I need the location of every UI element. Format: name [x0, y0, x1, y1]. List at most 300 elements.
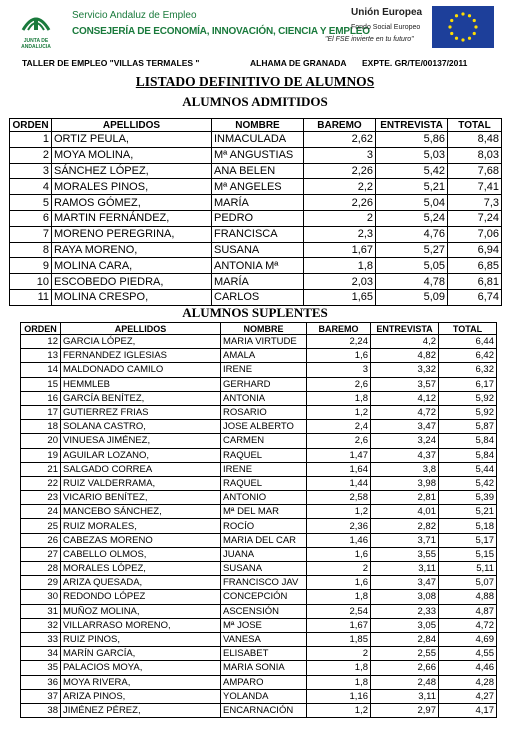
orden-cell: 21 — [21, 462, 61, 476]
table-row — [10, 289, 502, 305]
orden-cell: 7 — [10, 226, 52, 242]
baremo-cell: 1,16 — [307, 689, 371, 703]
star-icon — [461, 38, 464, 41]
apellidos-cell: SALGADO CORREA — [61, 462, 221, 476]
nombre-cell: RAQUEL — [221, 448, 307, 462]
entrevista-cell: 4,82 — [371, 349, 439, 363]
entrevista-cell: 3,08 — [371, 590, 439, 604]
entrevista-cell: 3,55 — [371, 547, 439, 561]
table-row — [21, 434, 497, 448]
entrevista-cell: 4,37 — [371, 448, 439, 462]
nombre-cell: CARLOS — [212, 289, 304, 305]
apellidos-cell: RUIZ PINOS, — [61, 632, 221, 646]
apellidos-cell: CABELLO OLMOS, — [61, 547, 221, 561]
admitidos-table — [9, 118, 502, 306]
apellidos-cell: GARCÍA BENÍTEZ, — [61, 391, 221, 405]
baremo-cell: 2,6 — [307, 377, 371, 391]
total-cell: 6,74 — [448, 289, 502, 305]
entrevista-cell: 2,66 — [371, 661, 439, 675]
baremo-cell: 2,6 — [307, 434, 371, 448]
orden-cell: 29 — [21, 576, 61, 590]
entrevista-cell: 4,72 — [371, 405, 439, 419]
total-cell: 7,68 — [448, 163, 502, 179]
total-cell: 5,21 — [439, 505, 497, 519]
table-row — [21, 632, 497, 646]
total-cell: 5,15 — [439, 547, 497, 561]
star-icon — [450, 19, 453, 22]
consejeria-name: CONSEJERÍA DE ECONOMÍA, INNOVACIÓN, CIENCIA Y EMPLEO — [72, 26, 370, 37]
apellidos-cell: ESCOBEDO PIEDRA, — [52, 274, 212, 290]
baremo-cell: 1,8 — [307, 590, 371, 604]
ue-title: Unión Europea — [351, 7, 423, 18]
total-cell: 4,55 — [439, 647, 497, 661]
baremo-cell: 2 — [307, 647, 371, 661]
orden-cell: 18 — [21, 420, 61, 434]
nombre-cell: YOLANDA — [221, 689, 307, 703]
baremo-cell: 2,36 — [307, 519, 371, 533]
nombre-cell: ANA BELEN — [212, 163, 304, 179]
apellidos-cell: SOLANA CASTRO, — [61, 420, 221, 434]
nombre-cell: ANTONIO — [221, 491, 307, 505]
admitidos-title: ALUMNOS ADMITIDOS — [182, 94, 328, 109]
table-row — [21, 448, 497, 462]
orden-cell: 25 — [21, 519, 61, 533]
entrevista-cell: 2,97 — [371, 703, 439, 717]
total-cell: 5,11 — [439, 562, 497, 576]
table-header-row — [10, 119, 502, 132]
total-cell: 5,92 — [439, 405, 497, 419]
nombre-cell: Mª ANGUSTIAS — [212, 147, 304, 163]
column-header: NOMBRE — [212, 119, 304, 132]
apellidos-cell: MOLINA CARA, — [52, 258, 212, 274]
orden-cell: 12 — [21, 335, 61, 349]
baremo-cell: 2 — [307, 562, 371, 576]
baremo-cell: 1,64 — [307, 462, 371, 476]
column-header: ORDEN — [10, 119, 52, 132]
baremo-cell: 2,4 — [307, 420, 371, 434]
table-row — [21, 689, 497, 703]
baremo-cell: 2,2 — [304, 179, 376, 195]
total-cell: 4,46 — [439, 661, 497, 675]
orden-cell: 23 — [21, 491, 61, 505]
column-header: BAREMO — [307, 323, 371, 335]
apellidos-cell: REDONDO LÓPEZ — [61, 590, 221, 604]
orden-cell: 34 — [21, 647, 61, 661]
entrevista-cell: 2,84 — [371, 632, 439, 646]
orden-cell: 22 — [21, 476, 61, 490]
total-cell: 5,39 — [439, 491, 497, 505]
column-header: ENTREVISTA — [376, 119, 448, 132]
orden-cell: 3 — [10, 163, 52, 179]
apellidos-cell: VILLARRASO MORENO, — [61, 618, 221, 632]
table-row — [21, 703, 497, 717]
baremo-cell: 1,6 — [307, 576, 371, 590]
junta-caption: JUNTA DE ANDALUCIA — [21, 38, 51, 50]
document-title: LISTADO DEFINITIVO DE ALUMNOS — [135, 74, 375, 89]
star-icon — [455, 14, 458, 17]
orden-cell: 24 — [21, 505, 61, 519]
nombre-cell: ENCARNACIÓN — [221, 703, 307, 717]
apellidos-cell: VICARIO BENÍTEZ, — [61, 491, 221, 505]
nombre-cell: SUSANA — [212, 242, 304, 258]
column-header: APELLIDOS — [61, 323, 221, 335]
entrevista-cell: 4,2 — [371, 335, 439, 349]
eu-flag-icon — [432, 6, 494, 48]
nombre-cell: AMALA — [221, 349, 307, 363]
total-cell: 5,84 — [439, 434, 497, 448]
table-row — [21, 604, 497, 618]
entrevista-cell: 2,82 — [371, 519, 439, 533]
apellidos-cell: MORENO PEREGRINA, — [52, 226, 212, 242]
ue-motto: "El FSE invierte en tu futuro" — [325, 36, 414, 43]
table-row — [21, 675, 497, 689]
entrevista-cell: 3,05 — [371, 618, 439, 632]
entrevista-cell: 5,21 — [376, 179, 448, 195]
orden-cell: 14 — [21, 363, 61, 377]
header — [0, 0, 510, 52]
nombre-cell: MARÍA — [212, 195, 304, 211]
star-icon — [468, 14, 471, 17]
column-header: TOTAL — [448, 119, 502, 132]
entrevista-cell: 2,33 — [371, 604, 439, 618]
total-cell: 6,81 — [448, 274, 502, 290]
total-cell: 6,94 — [448, 242, 502, 258]
baremo-cell: 2,26 — [304, 195, 376, 211]
entrevista-cell: 3,71 — [371, 533, 439, 547]
apellidos-cell: GUTIERREZ FRIAS — [61, 405, 221, 419]
apellidos-cell: MOLINA CRESPO, — [52, 289, 212, 305]
apellidos-cell: MOYA RIVERA, — [61, 675, 221, 689]
apellidos-cell: GARCIA LÓPEZ, — [61, 335, 221, 349]
baremo-cell: 1,46 — [307, 533, 371, 547]
baremo-cell: 2,58 — [307, 491, 371, 505]
total-cell: 4,87 — [439, 604, 497, 618]
nombre-cell: JOSE ALBERTO — [221, 420, 307, 434]
baremo-cell: 1,65 — [304, 289, 376, 305]
junta-logo — [10, 6, 62, 48]
table-row — [21, 363, 497, 377]
orden-cell: 10 — [10, 274, 52, 290]
entrevista-cell: 5,27 — [376, 242, 448, 258]
apellidos-cell: SÁNCHEZ LÓPEZ, — [52, 163, 212, 179]
table-row — [21, 420, 497, 434]
entrevista-cell: 3,11 — [371, 562, 439, 576]
total-cell: 6,32 — [439, 363, 497, 377]
baremo-cell: 1,2 — [307, 405, 371, 419]
entrevista-cell: 5,42 — [376, 163, 448, 179]
orden-cell: 8 — [10, 242, 52, 258]
apellidos-cell: JIMÉNEZ PÉREZ, — [61, 703, 221, 717]
total-cell: 5,44 — [439, 462, 497, 476]
star-icon — [474, 25, 477, 28]
nombre-cell: ASCENSIÓN — [221, 604, 307, 618]
column-header: ENTREVISTA — [371, 323, 439, 335]
total-cell: 5,18 — [439, 519, 497, 533]
star-icon — [461, 12, 464, 15]
nombre-cell: ROSARIO — [221, 405, 307, 419]
entrevista-cell: 3,47 — [371, 420, 439, 434]
orden-cell: 9 — [10, 258, 52, 274]
entrevista-cell: 2,55 — [371, 647, 439, 661]
entrevista-cell: 5,04 — [376, 195, 448, 211]
column-header: APELLIDOS — [52, 119, 212, 132]
orden-cell: 17 — [21, 405, 61, 419]
baremo-cell: 1,6 — [307, 349, 371, 363]
nombre-cell: GERHARD — [221, 377, 307, 391]
nombre-cell: Mª DEL MAR — [221, 505, 307, 519]
nombre-cell: Mª ANGELES — [212, 179, 304, 195]
orden-cell: 1 — [10, 132, 52, 148]
table-row — [10, 179, 502, 195]
star-icon — [450, 32, 453, 35]
nombre-cell: ANTONIA Mª — [212, 258, 304, 274]
nombre-cell: IRENE — [221, 462, 307, 476]
apellidos-cell: ARIZA PINOS, — [61, 689, 221, 703]
column-header: ORDEN — [21, 323, 61, 335]
table-row — [21, 519, 497, 533]
nombre-cell: MARÍA — [212, 274, 304, 290]
suplentes-title: ALUMNOS SUPLENTES — [182, 305, 328, 320]
total-cell: 7,41 — [448, 179, 502, 195]
nombre-cell: RAQUEL — [221, 476, 307, 490]
suplentes-table — [20, 322, 497, 718]
orden-cell: 11 — [10, 289, 52, 305]
baremo-cell: 2,26 — [304, 163, 376, 179]
orden-cell: 31 — [21, 604, 61, 618]
total-cell: 6,17 — [439, 377, 497, 391]
baremo-cell: 2,54 — [307, 604, 371, 618]
entrevista-cell: 3,24 — [371, 434, 439, 448]
entrevista-cell: 3,8 — [371, 462, 439, 476]
orden-cell: 36 — [21, 675, 61, 689]
apellidos-cell: MUÑOZ MOLINA, — [61, 604, 221, 618]
entrevista-cell: 4,01 — [371, 505, 439, 519]
orden-cell: 38 — [21, 703, 61, 717]
nombre-cell: ANTONIA — [221, 391, 307, 405]
star-icon — [473, 19, 476, 22]
table-row — [21, 590, 497, 604]
table-row — [21, 562, 497, 576]
column-header: NOMBRE — [221, 323, 307, 335]
apellidos-cell: MARÍN GARCÍA, — [61, 647, 221, 661]
entrevista-cell: 3,32 — [371, 363, 439, 377]
nombre-cell: CONCEPCIÓN — [221, 590, 307, 604]
orden-cell: 33 — [21, 632, 61, 646]
taller-name: TALLER DE EMPLEO "VILLAS TERMALES " — [22, 58, 200, 68]
table-row — [21, 462, 497, 476]
nombre-cell: VANESA — [221, 632, 307, 646]
column-header: TOTAL — [439, 323, 497, 335]
table-row — [21, 661, 497, 675]
entrevista-cell: 3,11 — [371, 689, 439, 703]
apellidos-cell: MORALES LÓPEZ, — [61, 562, 221, 576]
baremo-cell: 1,8 — [307, 661, 371, 675]
apellidos-cell: MOYA MOLINA, — [52, 147, 212, 163]
table-row — [10, 210, 502, 226]
nombre-cell: ROCÍO — [221, 519, 307, 533]
orden-cell: 35 — [21, 661, 61, 675]
table-row — [21, 576, 497, 590]
entrevista-cell: 5,05 — [376, 258, 448, 274]
table-row — [21, 476, 497, 490]
ue-fse: Fondo Social Europeo — [351, 24, 421, 31]
baremo-cell: 1,47 — [307, 448, 371, 462]
nombre-cell: FRANCISCO JAV — [221, 576, 307, 590]
table-row — [21, 405, 497, 419]
orden-cell: 6 — [10, 210, 52, 226]
total-cell: 5,84 — [439, 448, 497, 462]
total-cell: 5,87 — [439, 420, 497, 434]
eu-stars — [432, 6, 494, 48]
entrevista-cell: 3,47 — [371, 576, 439, 590]
entrevista-cell: 4,78 — [376, 274, 448, 290]
apellidos-cell: VINUESA JIMÉNEZ, — [61, 434, 221, 448]
baremo-cell: 2,3 — [304, 226, 376, 242]
baremo-cell: 1,67 — [307, 618, 371, 632]
entrevista-cell: 3,98 — [371, 476, 439, 490]
table-header-row — [21, 323, 497, 335]
nombre-cell: CARMEN — [221, 434, 307, 448]
baremo-cell: 2 — [304, 210, 376, 226]
table-row — [21, 491, 497, 505]
apellidos-cell: MORALES PINOS, — [52, 179, 212, 195]
baremo-cell: 1,85 — [307, 632, 371, 646]
orden-cell: 16 — [21, 391, 61, 405]
nombre-cell: FRANCISCA — [212, 226, 304, 242]
apellidos-cell: MALDONADO CAMILO — [61, 363, 221, 377]
baremo-cell: 1,2 — [307, 505, 371, 519]
table-row — [10, 242, 502, 258]
column-header: BAREMO — [304, 119, 376, 132]
total-cell: 5,42 — [439, 476, 497, 490]
total-cell: 6,85 — [448, 258, 502, 274]
orden-cell: 32 — [21, 618, 61, 632]
total-cell: 5,92 — [439, 391, 497, 405]
nombre-cell: PEDRO — [212, 210, 304, 226]
total-cell: 7,06 — [448, 226, 502, 242]
total-cell: 6,42 — [439, 349, 497, 363]
junta-emblem-icon — [20, 6, 52, 34]
total-cell: 6,44 — [439, 335, 497, 349]
apellidos-cell: HEMMLEB — [61, 377, 221, 391]
table-row — [10, 195, 502, 211]
orden-cell: 15 — [21, 377, 61, 391]
entrevista-cell: 5,03 — [376, 147, 448, 163]
nombre-cell: Mª JOSE — [221, 618, 307, 632]
entrevista-cell: 4,76 — [376, 226, 448, 242]
sae-name: Servicio Andaluz de Empleo — [72, 10, 197, 21]
taller-expte: EXPTE. GR/TE/00137/2011 — [362, 58, 468, 68]
table-row — [21, 547, 497, 561]
total-cell: 4,88 — [439, 590, 497, 604]
table-row — [10, 132, 502, 148]
taller-place: ALHAMA DE GRANADA — [250, 58, 347, 68]
nombre-cell: ELISABET — [221, 647, 307, 661]
baremo-cell: 2,03 — [304, 274, 376, 290]
orden-cell: 27 — [21, 547, 61, 561]
total-cell: 7,3 — [448, 195, 502, 211]
apellidos-cell: FERNANDEZ IGLESIAS — [61, 349, 221, 363]
table-row — [10, 147, 502, 163]
entrevista-cell: 5,09 — [376, 289, 448, 305]
total-cell: 4,72 — [439, 618, 497, 632]
table-row — [10, 274, 502, 290]
table-row — [21, 647, 497, 661]
table-row — [10, 258, 502, 274]
table-row — [21, 335, 497, 349]
baremo-cell: 3 — [307, 363, 371, 377]
star-icon — [473, 32, 476, 35]
star-icon — [455, 37, 458, 40]
nombre-cell: SUSANA — [221, 562, 307, 576]
total-cell: 8,03 — [448, 147, 502, 163]
total-cell: 5,07 — [439, 576, 497, 590]
table-row — [21, 377, 497, 391]
orden-cell: 20 — [21, 434, 61, 448]
apellidos-cell: MANCEBO SÁNCHEZ, — [61, 505, 221, 519]
apellidos-cell: RAMOS GÓMEZ, — [52, 195, 212, 211]
apellidos-cell: MARTIN FERNÁNDEZ, — [52, 210, 212, 226]
entrevista-cell: 2,81 — [371, 491, 439, 505]
orden-cell: 19 — [21, 448, 61, 462]
apellidos-cell: RUIZ VALDERRAMA, — [61, 476, 221, 490]
table-row — [21, 349, 497, 363]
orden-cell: 37 — [21, 689, 61, 703]
apellidos-cell: RAYA MORENO, — [52, 242, 212, 258]
table-row — [10, 226, 502, 242]
entrevista-cell: 4,12 — [371, 391, 439, 405]
entrevista-cell: 3,57 — [371, 377, 439, 391]
nombre-cell: MARIA VIRTUDE — [221, 335, 307, 349]
total-cell: 5,17 — [439, 533, 497, 547]
nombre-cell: JUANA — [221, 547, 307, 561]
entrevista-cell: 5,24 — [376, 210, 448, 226]
star-icon — [448, 25, 451, 28]
baremo-cell: 2,24 — [307, 335, 371, 349]
table-row — [21, 391, 497, 405]
table-row — [21, 618, 497, 632]
apellidos-cell: PALACIOS MOYA, — [61, 661, 221, 675]
baremo-cell: 1,2 — [307, 703, 371, 717]
orden-cell: 28 — [21, 562, 61, 576]
orden-cell: 5 — [10, 195, 52, 211]
orden-cell: 13 — [21, 349, 61, 363]
orden-cell: 2 — [10, 147, 52, 163]
baremo-cell: 1,8 — [307, 391, 371, 405]
apellidos-cell: ORTIZ PEULA, — [52, 132, 212, 148]
baremo-cell: 3 — [304, 147, 376, 163]
nombre-cell: AMPARO — [221, 675, 307, 689]
total-cell: 4,28 — [439, 675, 497, 689]
nombre-cell: MARIA DEL CAR — [221, 533, 307, 547]
total-cell: 8,48 — [448, 132, 502, 148]
orden-cell: 30 — [21, 590, 61, 604]
total-cell: 4,27 — [439, 689, 497, 703]
nombre-cell: IRENE — [221, 363, 307, 377]
baremo-cell: 1,8 — [307, 675, 371, 689]
baremo-cell: 1,8 — [304, 258, 376, 274]
entrevista-cell: 2,48 — [371, 675, 439, 689]
entrevista-cell: 5,86 — [376, 132, 448, 148]
baremo-cell: 1,6 — [307, 547, 371, 561]
star-icon — [468, 37, 471, 40]
table-row — [10, 163, 502, 179]
apellidos-cell: RUIZ MORALES, — [61, 519, 221, 533]
total-cell: 7,24 — [448, 210, 502, 226]
total-cell: 4,17 — [439, 703, 497, 717]
apellidos-cell: ARIZA QUESADA, — [61, 576, 221, 590]
nombre-cell: INMACULADA — [212, 132, 304, 148]
